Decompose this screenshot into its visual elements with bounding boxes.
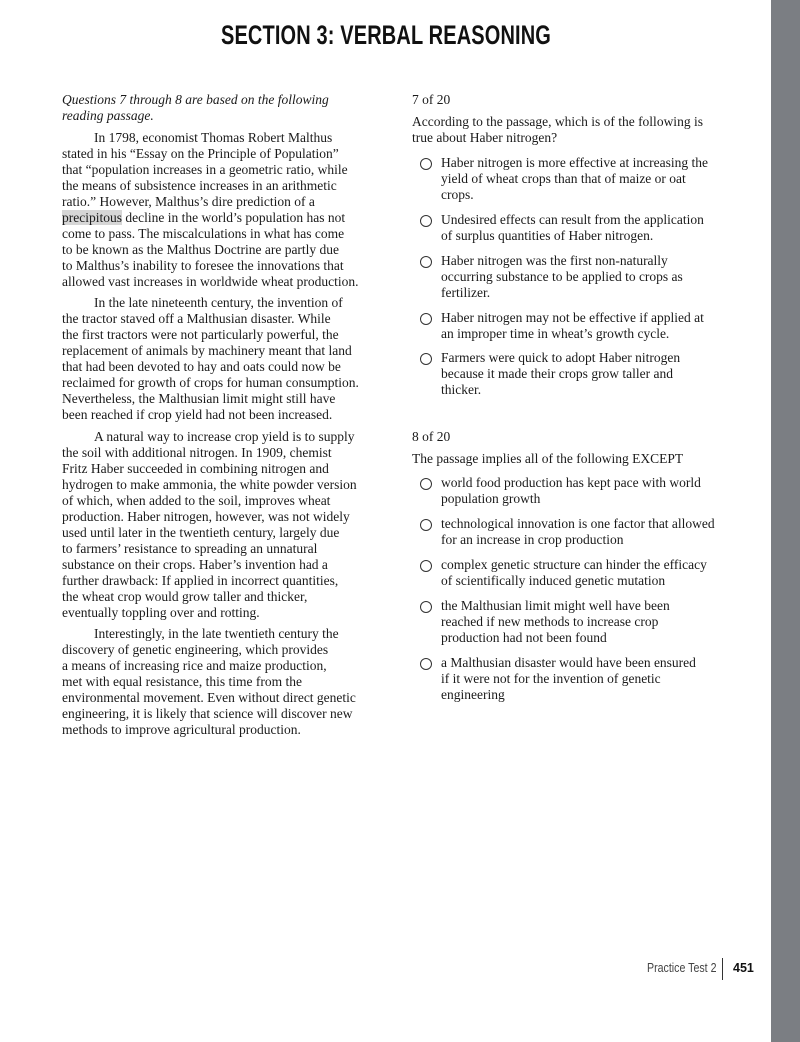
passage-line: the soil with additional nitrogen. In 1909, chemist xyxy=(62,445,332,460)
answer-option-text: a Malthusian disaster would have been ensured xyxy=(441,655,696,670)
radio-button[interactable] xyxy=(420,601,432,613)
passage-line: discovery of genetic engineering, which provides xyxy=(62,642,329,657)
section-title: SECTION 3: VERBAL REASONING xyxy=(220,20,551,50)
passage-line: Interestingly, in the late twentieth century the xyxy=(94,626,339,641)
passage-line: used until later in the twentieth century, largely due xyxy=(62,525,340,540)
passage-line: met with equal resistance, this time from the xyxy=(62,674,302,689)
passage-line: to Malthus’s inability to foresee the innovations that xyxy=(62,258,344,273)
passage-line: a means of increasing rice and maize production, xyxy=(62,658,327,673)
answer-option-text: occurring substance to be applied to crops as xyxy=(441,269,683,284)
answer-option-text: population growth xyxy=(441,491,541,506)
footer-test-label: Practice Test 2 xyxy=(647,961,717,975)
radio-button[interactable] xyxy=(420,215,432,227)
answer-option-text: world food production has kept pace with world xyxy=(441,475,701,490)
passage-line: that “population increases in a geometric ratio, while xyxy=(62,162,348,177)
passage-line: the means of subsistence increases in an arithmetic xyxy=(62,178,337,193)
passage-intro-line: reading passage. xyxy=(62,108,154,123)
answer-option-text: fertilizer. xyxy=(441,285,491,300)
answer-option-text: complex genetic structure can hinder the efficacy xyxy=(441,557,707,572)
radio-button[interactable] xyxy=(420,256,432,268)
passage-line: In 1798, economist Thomas Robert Malthus xyxy=(94,130,333,145)
question-stem-line: true about Haber nitrogen? xyxy=(412,130,558,145)
question-number: 8 of 20 xyxy=(412,429,451,444)
answer-option-text: the Malthusian limit might well have been xyxy=(441,598,670,613)
passage-line: In the late nineteenth century, the invention of xyxy=(94,295,343,310)
answer-option-text: of surplus quantities of Haber nitrogen. xyxy=(441,228,654,243)
passage-line: the first tractors were not particularly powerful, the xyxy=(62,327,339,342)
section-title-wrap xyxy=(0,20,771,51)
passage-line-text: decline in the world’s population has not xyxy=(122,210,346,225)
answer-option-text: reached if new methods to increase crop xyxy=(441,614,659,629)
highlighted-word[interactable]: precipitous xyxy=(62,210,122,225)
answer-option-text: Haber nitrogen may not be effective if applied at xyxy=(441,310,704,325)
radio-button[interactable] xyxy=(420,658,432,670)
passage-intro-line: Questions 7 through 8 are based on the following xyxy=(62,92,329,107)
passage-line: the tractor staved off a Malthusian disaster. While xyxy=(62,311,331,326)
passage-line: of which, when added to the soil, improves wheat xyxy=(62,493,331,508)
passage-line xyxy=(62,210,345,226)
page-number: 451 xyxy=(733,961,754,975)
passage-line: A natural way to increase crop yield is to supply xyxy=(94,429,355,444)
radio-button[interactable] xyxy=(420,353,432,365)
answer-option-text: because it made their crops grow taller and xyxy=(441,366,674,381)
answer-option-text: engineering xyxy=(441,687,505,702)
answer-option-text: for an increase in crop production xyxy=(441,532,624,547)
answer-option-text: an improper time in wheat’s growth cycle. xyxy=(441,326,670,341)
passage-line: to farmers’ resistance to spreading an unnatural xyxy=(62,541,318,556)
radio-button[interactable] xyxy=(420,519,432,531)
passage-line: reclaimed for growth of crops for human consumption. xyxy=(62,375,359,390)
answer-option-text: technological innovation is one factor that allowed xyxy=(441,516,715,531)
answer-option-text: Haber nitrogen is more effective at increasing the xyxy=(441,155,709,170)
footer-divider xyxy=(722,958,723,980)
passage-line: to be known as the Malthus Doctrine are partly due xyxy=(62,242,340,257)
passage-line: that had been devoted to hay and oats could now be xyxy=(62,359,341,374)
question-stem-line: The passage implies all of the following EXCEPT xyxy=(412,451,684,466)
answer-option-text: Haber nitrogen was the first non-naturally xyxy=(441,253,668,268)
answer-option-text: crops. xyxy=(441,187,474,202)
radio-button[interactable] xyxy=(420,478,432,490)
passage-line: stated in his “Essay on the Principle of Population” xyxy=(62,146,339,161)
passage-line: hydrogen to make ammonia, the white powder version xyxy=(62,477,357,492)
radio-button[interactable] xyxy=(420,313,432,325)
question-stem-line: According to the passage, which is of the following is xyxy=(412,114,703,129)
passage-line: the wheat crop would grow taller and thicker, xyxy=(62,589,308,604)
answer-option-text: thicker. xyxy=(441,382,482,397)
page-edge-tab xyxy=(771,0,800,1042)
passage-line: further drawback: If applied in incorrect quantities, xyxy=(62,573,339,588)
passage-line: come to pass. The miscalculations in what has come xyxy=(62,226,345,241)
radio-button[interactable] xyxy=(420,158,432,170)
radio-button[interactable] xyxy=(420,560,432,572)
question-number: 7 of 20 xyxy=(412,92,451,107)
passage-line: been reached if crop yield had not been increased. xyxy=(62,407,333,422)
answer-option-text: yield of wheat crops than that of maize or oat xyxy=(441,171,686,186)
passage-line: ratio.” However, Malthus’s dire prediction of a xyxy=(62,194,315,209)
passage-line: engineering, it is likely that science will discover new xyxy=(62,706,353,721)
answer-option-text: Farmers were quick to adopt Haber nitrogen xyxy=(441,350,681,365)
answer-option-text: production had not been found xyxy=(441,630,607,645)
passage-line: Nevertheless, the Malthusian limit might still have xyxy=(62,391,336,406)
passage-line: substance on their crops. Haber’s invention had a xyxy=(62,557,328,572)
answer-option-text: if it were not for the invention of genetic xyxy=(441,671,661,686)
passage-line: eventually toppling over and rotting. xyxy=(62,605,260,620)
passage-line: allowed vast increases in worldwide wheat production. xyxy=(62,274,359,289)
passage-line: Fritz Haber succeeded in combining nitrogen and xyxy=(62,461,329,476)
answer-option-text: Undesired effects can result from the application xyxy=(441,212,704,227)
passage-line: environmental movement. Even without direct genetic xyxy=(62,690,356,705)
passage-line: methods to improve agricultural production. xyxy=(62,722,301,737)
passage-line: production. Haber nitrogen, however, was not widely xyxy=(62,509,350,524)
passage-line: replacement of animals by machinery meant that land xyxy=(62,343,352,358)
answer-option-text: of scientifically induced genetic mutation xyxy=(441,573,666,588)
